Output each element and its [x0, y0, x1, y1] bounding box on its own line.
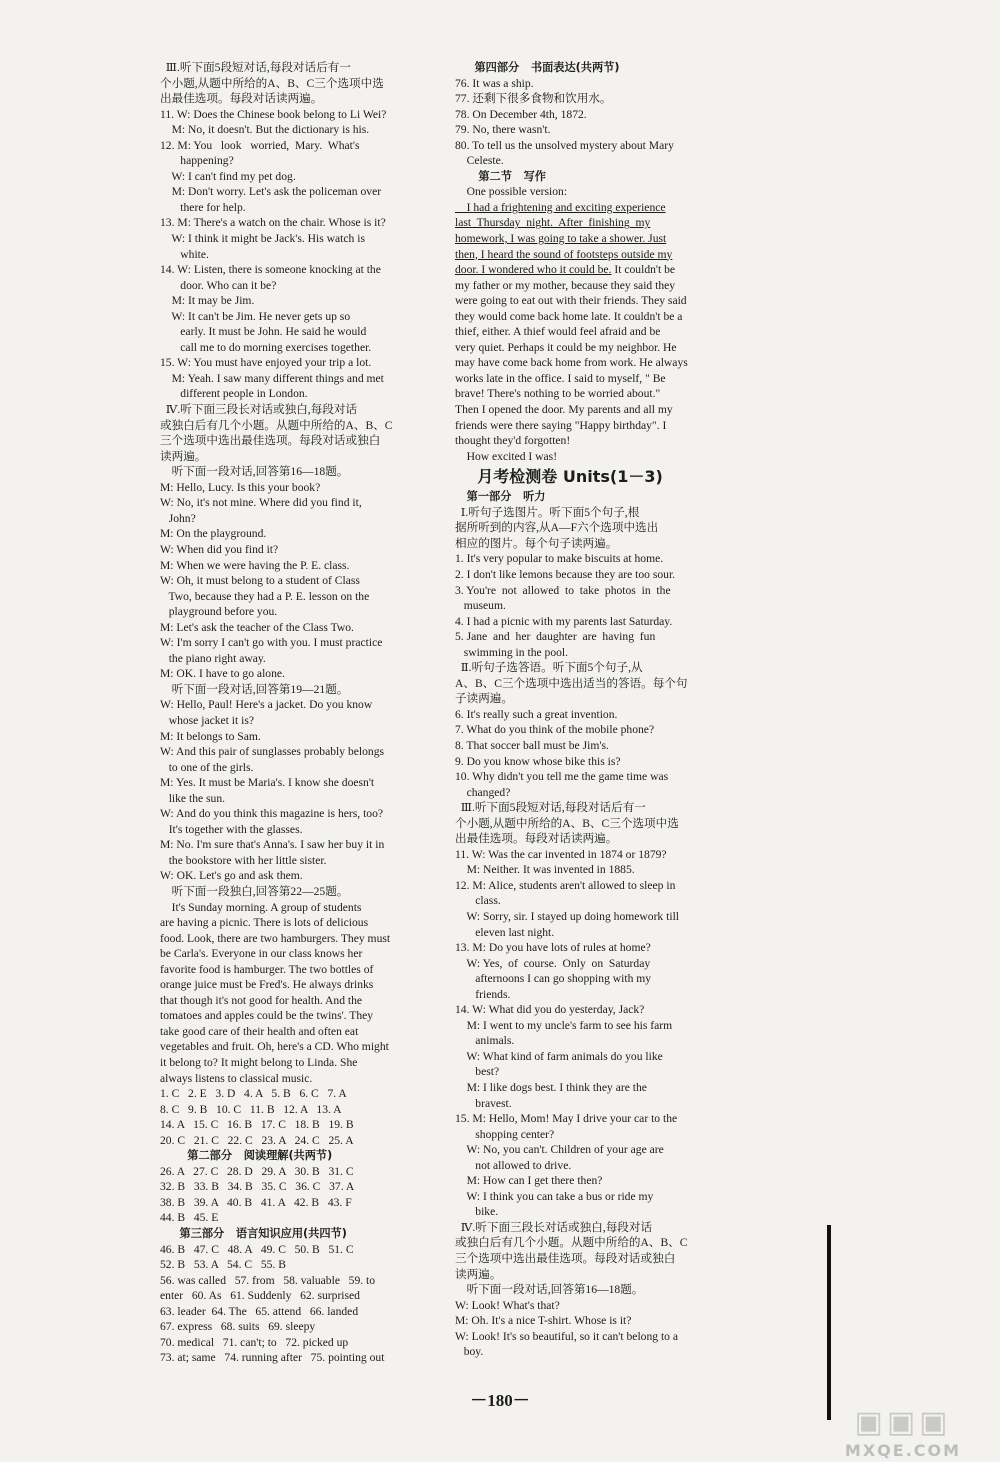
right-column-line: W: Sorry, sir. I stayed up doing homework till — [455, 909, 680, 923]
left-column-line: 67. express 68. suits 69. sleepy — [160, 1320, 316, 1334]
right-column-line: my father or my mother, because they said they — [455, 278, 676, 292]
left-column-line: happening? — [160, 154, 234, 168]
left-column-line: white. — [160, 247, 209, 261]
left-column-line: 第二部分 阅读理解(共两节) — [160, 1149, 333, 1163]
right-column-line — [455, 231, 735, 247]
right-column-line: Celeste. — [455, 154, 504, 168]
left-column-line: M: OK. I have to go alone. — [160, 667, 285, 681]
watermark-text: MXQE.COM — [844, 1441, 962, 1460]
right-column-line: 或独白后有几个小题。从题中所给的A、B、C — [455, 1236, 688, 1250]
right-column-line: 月考检测卷 Units(1－3) — [455, 467, 663, 487]
right-column-line: 个小题,从题中所给的A、B、C三个选项中选 — [455, 816, 679, 830]
right-column-line: shopping center? — [455, 1127, 555, 1141]
right-column-line: 77. 还剩下很多食物和饮用水。 — [455, 92, 612, 106]
right-column-line: M: I like dogs best. I think they are the — [455, 1081, 647, 1094]
scan-edge-line — [827, 1225, 831, 1420]
left-column-line: it belong to? It might belong to Linda. She — [160, 1056, 358, 1069]
left-column-line: take good care of their health and often eat — [160, 1024, 359, 1038]
right-column-line: W: Yes, of course. Only on Saturday — [455, 956, 651, 970]
underlined-text: last Thursday night. After finishing my — [455, 216, 651, 230]
left-column-line: W: I think it might be Jack's. His watch is — [160, 232, 365, 246]
left-column-line: W: Oh, it must belong to a student of Class — [160, 574, 360, 588]
right-column-line: bike. — [455, 1205, 499, 1219]
left-column-line: tomatoes and apples could be the twins'. They — [160, 1009, 374, 1023]
left-column-line: always listens to classical music. — [160, 1071, 313, 1085]
right-column-line: 10. Why didn't you tell me the game time was — [455, 770, 669, 784]
left-column-line: early. It must be John. He said he would — [160, 325, 367, 339]
left-column-line: 44. B 45. E — [160, 1211, 219, 1225]
left-column-line: 63. leader 64. The 65. attend 66. landed — [160, 1304, 359, 1318]
right-column-line: 出最佳选项。每段对话读两遍。 — [455, 832, 618, 846]
underlined-text: homework, I was going to take a shower. Just — [455, 232, 667, 246]
left-column-line: M: Yes. It must be Maria's. I know she doesn't — [160, 776, 375, 790]
left-column-line: 个小题,从题中所给的A、B、C三个选项中选 — [160, 76, 384, 90]
right-column-line: friends were there saying "Happy birthday". I — [455, 418, 667, 432]
right-column-line: A、B、C三个选项中选出适当的答语。每个句 — [455, 676, 688, 690]
left-column-line: M: No. I'm sure that's Anna's. I saw her buy it in — [160, 838, 385, 852]
left-column-line: W: And this pair of sunglasses probably belongs — [160, 745, 385, 759]
right-column-line: 13. M: Do you have lots of rules at home? — [455, 941, 651, 955]
underlined-text: I had a frightening and exciting experience — [455, 200, 666, 214]
left-column-line: are having a picnic. There is lots of delicious — [160, 916, 369, 930]
left-column-line: M: Hello, Lucy. Is this your book? — [160, 480, 321, 494]
right-column-line: One possible version: — [455, 185, 568, 199]
left-column-line: 14. A 15. C 16. B 17. C 18. B 19. B — [160, 1118, 354, 1132]
left-column-line: It's together with the glasses. — [160, 822, 303, 836]
left-column-line: the piano right away. — [160, 651, 266, 665]
left-column-line: 三个选项中选出最佳选项。每段对话或独白 — [160, 434, 381, 448]
right-column-line: M: Oh. It's a nice T-shirt. Whose is it? — [455, 1314, 632, 1328]
left-column-line: like the sun. — [160, 791, 226, 805]
right-column-line: afternoons I can go shopping with my — [455, 972, 652, 986]
left-column-line: 听下面一段独白,回答第22—25题。 — [160, 884, 349, 898]
page-number: －180－ — [470, 1391, 530, 1410]
right-column-line: very quiet. Perhaps it could be my neighbor. He — [455, 340, 677, 354]
left-column-line: M: On the playground. — [160, 527, 267, 541]
left-column-line: 32. B 33. B 34. B 35. C 36. C 37. A — [160, 1180, 355, 1194]
left-column — [160, 60, 438, 1366]
right-column-line: 11. W: Was the car invented in 1874 or 1879? — [455, 847, 667, 861]
left-column-line: 第三部分 语言知识应用(共四节) — [160, 1227, 347, 1241]
left-column-line: 38. B 39. A 40. B 41. A 42. B 43. F — [160, 1195, 352, 1209]
right-column-line: M: Neither. It was invented in 1885. — [455, 863, 635, 877]
left-column-line: to one of the girls. — [160, 760, 254, 774]
left-column-line: Two, because they had a P. E. lesson on the — [160, 589, 370, 603]
right-column-line: swimming in the pool. — [455, 645, 569, 659]
right-column-line: 78. On December 4th, 1872. — [455, 107, 587, 121]
left-column-line: 20. C 21. C 22. C 23. A 24. C 25. A — [160, 1133, 354, 1147]
right-column-line: Ⅲ.听下面5段短对话,每段对话后有一 — [455, 801, 646, 815]
right-column-line: were going to eat out with their friends. They said — [455, 294, 687, 308]
right-column-line: W: Look! What's that? — [455, 1298, 560, 1312]
left-column-line: 14. W: Listen, there is someone knocking at the — [160, 263, 381, 277]
left-column-line: call me to do morning exercises together. — [160, 340, 372, 354]
left-column-line: 听下面一段对话,回答第19—21题。 — [160, 682, 349, 696]
right-column-line: thief, either. A thief would feel afraid and be — [455, 325, 661, 339]
right-column-line: works late in the office. I said to myself, " Be — [455, 371, 666, 385]
right-column-line: 读两遍。 — [455, 1267, 502, 1281]
right-column-line: 第二节 写作 — [455, 169, 546, 183]
right-column-line: 据所听到的内容,从A—F六个选项中选出 — [455, 521, 659, 535]
left-column-line: W: No, it's not mine. Where did you find it, — [160, 496, 362, 510]
left-column-line: W: Hello, Paul! Here's a jacket. Do you know — [160, 698, 373, 712]
right-column-line: 5. Jane and her daughter are having fun — [455, 630, 656, 644]
left-column-line: M: Don't worry. Let's ask the policeman over — [160, 185, 382, 199]
left-column-line: that though it's not good for health. And the — [160, 993, 363, 1007]
right-column-line: changed? — [455, 785, 511, 799]
right-column-line: friends. — [455, 987, 511, 1001]
left-column-line: be Carla's. Everyone in our class knows her — [160, 947, 363, 961]
right-column-line: Then I opened the door. My parents and all my — [455, 403, 673, 417]
left-column-line: John? — [160, 511, 196, 525]
left-column-line: vegetables and fruit. Oh, here's a CD. Who might — [160, 1040, 389, 1054]
right-column-line — [455, 215, 735, 231]
right-column-line: Ⅰ.听句子选图片。听下面5个句子,根 — [455, 505, 640, 519]
left-column-line: 56. was called 57. from 58. valuable 59. to — [160, 1273, 376, 1287]
left-column-line: whose jacket it is? — [160, 713, 255, 727]
right-column-line — [455, 247, 735, 263]
left-column-line: 70. medical 71. can't; to 72. picked up — [160, 1335, 349, 1349]
left-column-line: W: I'm sorry I can't go with you. I must practice — [160, 636, 383, 650]
right-column-line: bravest. — [455, 1096, 512, 1110]
left-column-line: M: It may be Jim. — [160, 294, 255, 308]
left-column-line: food. Look, there are two hamburgers. They must — [160, 931, 391, 945]
right-column-line: 三个选项中选出最佳选项。每段对话或独白 — [455, 1252, 676, 1266]
right-column-line: boy. — [455, 1345, 484, 1359]
right-column — [455, 60, 735, 1360]
left-column-line: door. Who can it be? — [160, 278, 277, 292]
right-column-line: 12. M: Alice, students aren't allowed to sleep in — [455, 878, 676, 892]
right-column-line: W: No, you can't. Children of your age are — [455, 1143, 664, 1157]
right-column-line: class. — [455, 894, 501, 908]
left-column-line: 11. W: Does the Chinese book belong to Li Wei? — [160, 107, 387, 121]
left-column-line: favorite food is hamburger. The two bottles of — [160, 962, 374, 976]
left-column-line: 73. at; same 74. running after 75. pointing out — [160, 1351, 385, 1365]
left-column-line: 52. B 53. A 54. C 55. B — [160, 1258, 286, 1272]
left-column-line: It's Sunday morning. A group of students — [160, 900, 362, 914]
right-column-line: 9. Do you know whose bike this is? — [455, 754, 621, 768]
right-column-line: W: What kind of farm animals do you like — [455, 1049, 663, 1063]
left-column-line: enter 60. As 61. Suddenly 62. surprised — [160, 1289, 360, 1303]
right-column-line: 79. No, there wasn't. — [455, 123, 551, 137]
right-column-line: 15. M: Hello, Mom! May I drive your car to the — [455, 1112, 678, 1126]
right-column-line: M: How can I get there then? — [455, 1174, 603, 1188]
right-column-line: they would come back home late. It couldn't be a — [455, 309, 683, 323]
left-column-line: the bookstore with her little sister. — [160, 853, 327, 867]
left-column-line: W: I can't find my pet dog. — [160, 169, 296, 183]
right-column-line: 7. What do you think of the mobile phone? — [455, 723, 655, 737]
left-column-line: 或独白后有几个小题。从题中所给的A、B、C — [160, 418, 393, 432]
left-column-line: 12. M: You look worried, Mary. What's — [160, 138, 360, 152]
left-column-line: 13. M: There's a watch on the chair. Whose is it? — [160, 216, 386, 230]
left-column-line: M: Yeah. I saw many different things and met — [160, 371, 384, 385]
right-column-line: 80. To tell us the unsolved mystery about Mary — [455, 138, 674, 152]
right-column-line: 3. You're not allowed to take photos in the — [455, 583, 671, 597]
right-column-line — [455, 262, 735, 278]
left-column-line: 8. C 9. B 10. C 11. B 12. A 13. A — [160, 1102, 342, 1116]
left-column-line: Ⅳ.听下面三段长对话或独白,每段对话 — [160, 403, 358, 417]
left-column-line: 读两遍。 — [160, 449, 207, 463]
right-column-line: 第四部分 书面表达(共两节) — [455, 61, 620, 74]
left-column-line: W: It can't be Jim. He never gets up so — [160, 309, 351, 323]
right-column-line: 2. I don't like lemons because they are too sour. — [455, 567, 676, 581]
right-column-line: best? — [455, 1065, 500, 1079]
right-column-line: M: I went to my uncle's farm to see his farm — [455, 1018, 673, 1032]
left-column-line: 26. A 27. C 28. D 29. A 30. B 31. C — [160, 1164, 354, 1178]
right-column-line: not allowed to drive. — [455, 1158, 572, 1172]
right-column-line: W: Look! It's so beautiful, so it can't belong to a — [455, 1329, 679, 1343]
right-column-line: 14. W: What did you do yesterday, Jack? — [455, 1003, 645, 1017]
right-column-line: 4. I had a picnic with my parents last Saturday. — [455, 614, 673, 628]
left-column-line: playground before you. — [160, 605, 278, 619]
right-column-line: animals. — [455, 1034, 515, 1048]
right-column-line: 第一部分 听力 — [455, 490, 546, 504]
right-column-line: How excited I was! — [455, 449, 558, 463]
left-column-line: M: It belongs to Sam. — [160, 729, 261, 743]
right-column-line: 76. It was a ship. — [455, 76, 534, 90]
left-column-line: different people in London. — [160, 387, 308, 401]
right-column-line: 听下面一段对话,回答第16—18题。 — [455, 1283, 644, 1297]
right-column-line: brave! There's nothing to be worried about." — [455, 387, 661, 401]
answer-stamp-icon: ▣▣▣ — [854, 1405, 952, 1440]
right-column-line: may have come back home from work. He always — [455, 356, 688, 370]
left-column-line: orange juice must be Fred's. He always drinks — [160, 978, 374, 992]
right-column-line: 8. That soccer ball must be Jim's. — [455, 738, 609, 752]
left-column-line: 出最佳选项。每段对话读两遍。 — [160, 92, 323, 106]
left-column-line: W: And do you think this magazine is hers, too? — [160, 807, 384, 821]
left-column-line: W: When did you find it? — [160, 542, 279, 556]
underlined-text: door. I wondered who it could be. — [455, 263, 612, 277]
right-column-line: Ⅳ.听下面三段长对话或独白,每段对话 — [455, 1220, 653, 1234]
left-column-line: M: When we were having the P. E. class. — [160, 558, 350, 572]
right-column-line: 子读两遍。 — [455, 692, 513, 706]
right-column-line: 6. It's really such a great invention. — [455, 707, 618, 721]
left-column-line: there for help. — [160, 200, 246, 214]
right-column-line: Ⅱ.听句子选答语。听下面5个句子,从 — [455, 661, 643, 675]
underlined-text: then, I heard the sound of footsteps outside my — [455, 247, 673, 261]
right-column-line — [455, 200, 735, 216]
watermark — [818, 1405, 988, 1459]
left-column-line: 46. B 47. C 48. A 49. C 50. B 51. C — [160, 1242, 354, 1256]
right-column-line: 1. It's very popular to make biscuits at home. — [455, 552, 664, 566]
left-column-line: 1. C 2. E 3. D 4. A 5. B 6. C 7. A — [160, 1087, 347, 1101]
right-column-line: W: I think you can take a bus or ride my — [455, 1189, 654, 1203]
right-column-line: eleven last night. — [455, 925, 555, 939]
left-column-line: M: No, it doesn't. But the dictionary is his. — [160, 123, 370, 137]
left-column-line: 15. W: You must have enjoyed your trip a lot. — [160, 356, 372, 370]
right-column-line: 相应的图片。每个句子读两遍。 — [455, 536, 618, 550]
text-tail: It couldn't be — [611, 263, 676, 277]
right-column-line: thought they'd forgotten! — [455, 434, 571, 448]
left-column-line: Ⅲ.听下面5段短对话,每段对话后有一 — [160, 61, 351, 74]
right-column-line: museum. — [455, 599, 506, 613]
left-column-line: 听下面一段对话,回答第16—18题。 — [160, 465, 349, 479]
left-column-line: W: OK. Let's go and ask them. — [160, 869, 303, 883]
left-column-line: M: Let's ask the teacher of the Class Two. — [160, 620, 354, 634]
